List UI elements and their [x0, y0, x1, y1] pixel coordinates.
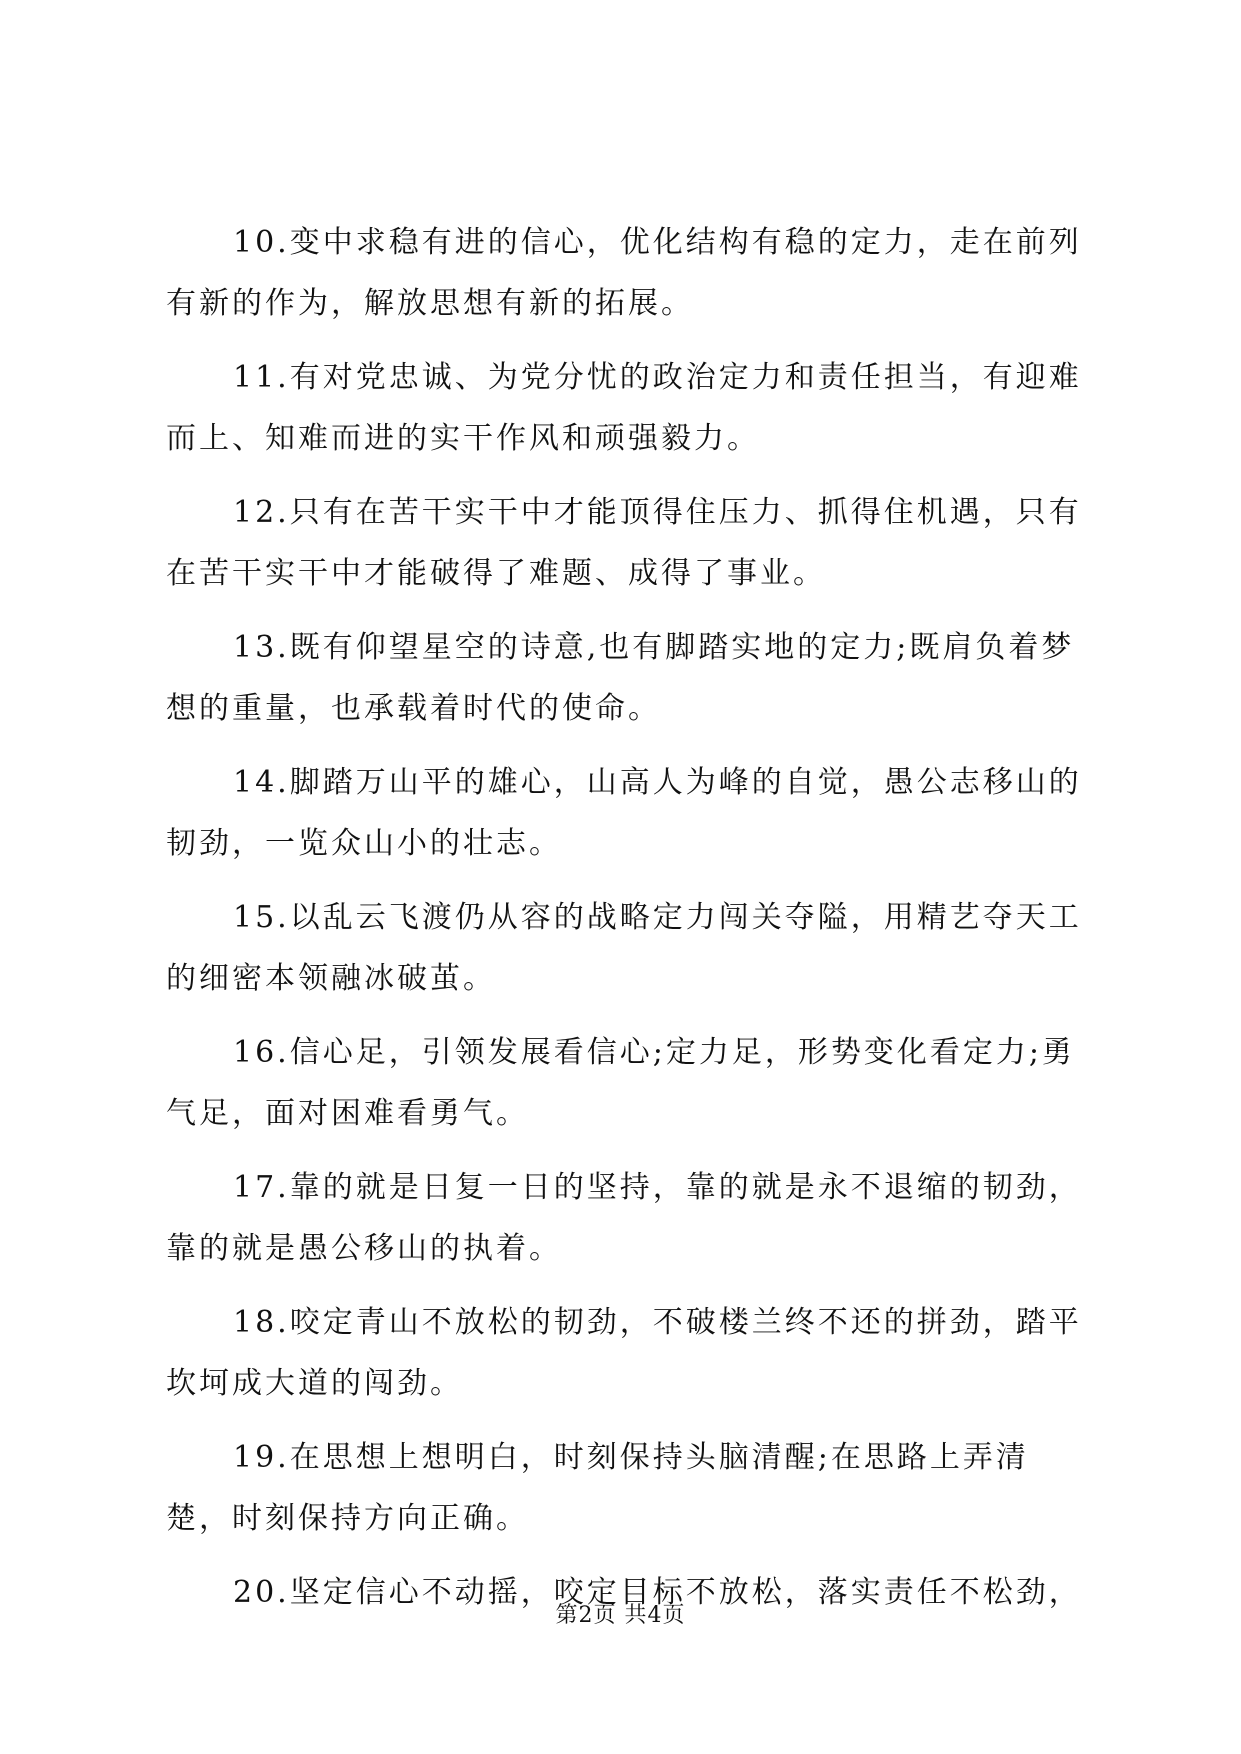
- document-body: [166, 212, 1086, 1636]
- paragraph-20: 20.坚定信心不动摇，咬定目标不放松，落实责任不松劲，: [233, 1575, 1082, 1610]
- paragraph-14: 14.脚踏万山平的雄心，山高人为峰的自觉，愚公志移山的韧劲，一览众山小的壮志。: [166, 765, 1082, 861]
- paragraph-17: 17.靠的就是日复一日的坚持，靠的就是永不退缩的韧劲，靠的就是愚公移山的执着。: [166, 1170, 1082, 1266]
- paragraph-18: 18.咬定青山不放松的韧劲，不破楼兰终不还的拼劲，踏平坎坷成大道的闯劲。: [166, 1305, 1082, 1401]
- paragraph-11: 11.有对党忠诚、为党分忧的政治定力和责任担当，有迎难而上、知难而进的实干作风和顽强毅力。: [166, 360, 1082, 456]
- paragraph-10: 10.变中求稳有进的信心，优化结构有稳的定力，走在前列有新的作为，解放思想有新的拓展。: [166, 225, 1082, 321]
- paragraph-19: 19.在思想上想明白，时刻保持头脑清醒;在思路上弄清楚，时刻保持方向正确。: [166, 1440, 1029, 1536]
- paragraph-13: 13.既有仰望星空的诗意,也有脚踏实地的定力;既肩负着梦想的重量，也承载着时代的使命。: [166, 630, 1075, 726]
- paragraph-12: 12.只有在苦干实干中才能顶得住压力、抓得住机遇，只有在苦干实干中才能破得了难题、成得了事业。: [166, 495, 1082, 591]
- paragraph-16: 16.信心足，引领发展看信心;定力足，形势变化看定力;勇气足，面对困难看勇气。: [166, 1035, 1075, 1131]
- page-footer: 第2页 共4页: [555, 1603, 686, 1628]
- paragraph-15: 15.以乱云飞渡仍从容的战略定力闯关夺隘，用精艺夺天工的细密本领融冰破茧。: [166, 900, 1082, 996]
